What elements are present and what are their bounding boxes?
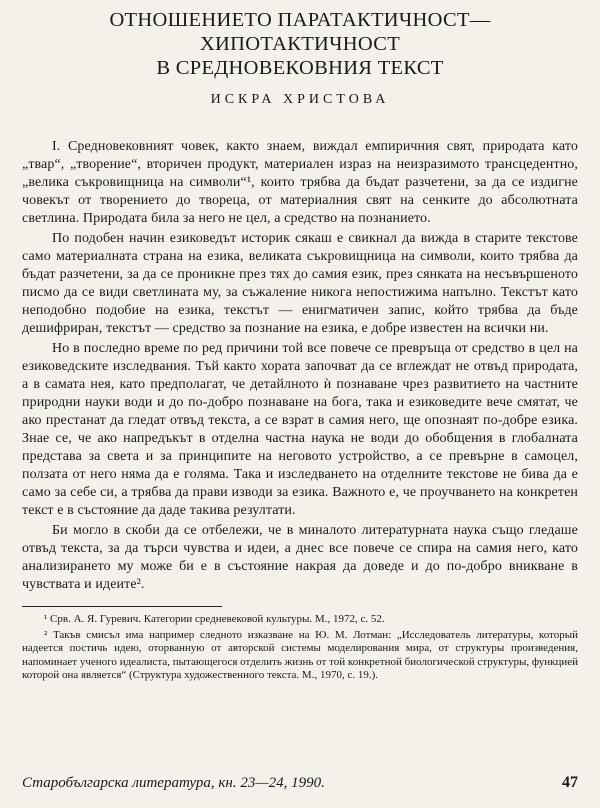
- paragraph-4: Би могло в скоби да се отбележи, че в миналото литературната наука също гледаше отвъд текста, за да търси чувства и идеи, а днес все повече се спира на самия него, като анализирането му може би е в състояние накрая да доведе и до по-добро вникване в чувствата и идеите².: [22, 523, 578, 592]
- article-title: [22, 8, 578, 80]
- paragraph-1: I. Средновековният човек, както знаем, виждал емпиричния свят, природата като „твар“, „творение“, вторичен продукт, материален израз на неизразимото трансцедентно, „велика съкровищница на символи“¹, които трябва да бъдат разчетени, за да се издигне човекът от творението до твореца, от материалния свят на сенките до абсолютната светлина. Природата била за него не цел, а средство на познанието.: [22, 139, 578, 226]
- title-line-2: В СРЕДНОВЕКОВНИЯ ТЕКСТ: [156, 57, 444, 79]
- page-number: 47: [562, 774, 578, 791]
- author-name: ИСКРА ХРИСТОВА: [210, 92, 390, 107]
- footnote-divider: [22, 606, 222, 607]
- article-body: [22, 138, 578, 594]
- footnotes: [22, 613, 578, 683]
- paragraph-3: Но в последно време по ред причини той все повече се превръща от средство в цел на езиковедските изследвания. Тъй както хората започват да се вглеждат не отвъд природата, а в самата нея, като предполагат, че детайлното ѝ познаване чрез развитието на частните природни науки води и до по-добро познаване на бога, така и езиковедите вече смятат, че ако престанат да гледат отвъд текста, а се взрат в самия него, ще опознаят по-добре езика. Знае се, че ако напредъкът в отделна частна наука не води до обобщения в глобалната представа за света и за принципите на неговото устройство, а се превърне в самоцел, ползата от него няма да е голяма. Така и изследването на отделните текстове не бива да е само за себе си, а трябва да прави изводи за езика. Важното е, че проучването на конкретен текст е в състояние да даде такива резултати.: [22, 341, 578, 518]
- document-page: [0, 8, 600, 808]
- footnote-2: ² Такъв смисъл има например следното изказване на Ю. М. Лотман: „Исследователь литературы, который надеется постичь идею, оторванную от авторской системы моделирования мира, от структуры произведения, напоминает ученого идеалиста, пытающегося отделить жизнь от той конкретной биологической структуры, функцией которой она является“ (Структура художественного текста. М., 1970, с. 19.).: [22, 628, 578, 681]
- title-line-1: ОТНОШЕНИЕТО ПАРАТАКТИЧНОСТ—ХИПОТАКТИЧНОСТ: [109, 9, 491, 55]
- paragraph-2: По подобен начин езиковедът историк сякаш е свикнал да вижда в старите текстове само материалната страна на езика, великата съкровищница на символи, които трябва да бъдат разчетени, за да се проникне през тях до самия език, през сянката на несъвършеното писмо да се види светлината му, за съжаление никога непостижима напълно. Текстът като неподобно подобие на езика, текстът — енигматичен запис, който трябва да бъде дешифриран, текстът — средство за познание на езика, е добре известен на всички ни.: [22, 231, 578, 336]
- journal-citation: Старобългарска литература, кн. 23—24, 1990.: [22, 775, 325, 791]
- footnote-1: ¹ Срв. А. Я. Гуревич. Категории средневековой культуры. М., 1972, с. 52.: [44, 613, 385, 625]
- page-footer: [22, 774, 578, 792]
